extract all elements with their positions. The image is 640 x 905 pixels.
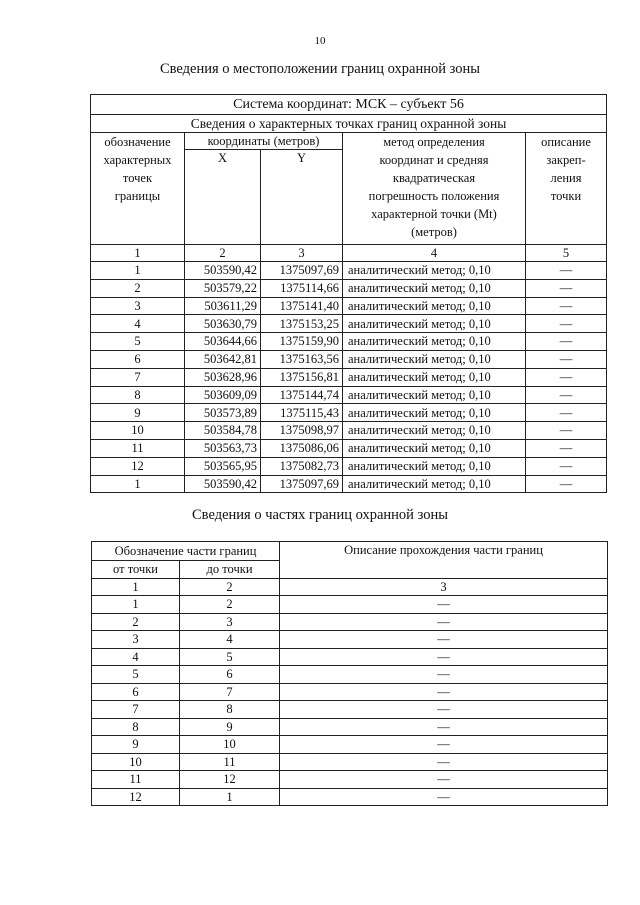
table-row [92,771,608,789]
boundary-parts-table [91,541,608,806]
from-point-cell: 8 [92,718,180,736]
column-number: 5 [526,245,607,262]
y-coordinate-cell: 1375097,69 [261,475,343,493]
description-cell: — [526,262,607,280]
x-coordinate-cell: 503563,73 [185,439,261,457]
x-coordinate-cell: 503590,42 [185,475,261,493]
y-coordinate-cell: 1375163,56 [261,350,343,368]
method-cell: аналитический метод; 0,10 [343,315,526,333]
fixation-description-header: описание закреп- ления точки [526,133,607,245]
description-cell: — [526,439,607,457]
to-point-cell: 7 [180,683,280,701]
table-row [92,718,608,736]
table-row [91,333,607,351]
x-coordinate-cell: 503573,89 [185,404,261,422]
point-number-cell: 10 [91,422,185,440]
table-row [92,753,608,771]
column-number: 2 [180,578,280,596]
table-row [92,613,608,631]
y-coordinate-cell: 1375082,73 [261,457,343,475]
table-row [92,788,608,806]
designation-header: обозначение характерных точек границы [91,133,185,245]
x-coordinate-cell: 503644,66 [185,333,261,351]
from-point-header: от точки [92,561,180,579]
to-point-cell: 5 [180,648,280,666]
point-number-cell: 11 [91,439,185,457]
x-coordinate-cell: 503609,09 [185,386,261,404]
description-cell: — [526,333,607,351]
passage-description-cell: — [280,788,608,806]
description-cell: — [526,386,607,404]
y-header: Y [261,150,343,245]
to-point-cell: 6 [180,666,280,684]
y-coordinate-cell: 1375156,81 [261,368,343,386]
boundary-parts-heading: Сведения о частях границ охранной зоны [192,507,448,523]
y-coordinate-cell: 1375153,25 [261,315,343,333]
from-point-cell: 1 [92,596,180,614]
passage-description-cell: — [280,613,608,631]
passage-description-cell: — [280,718,608,736]
x-coordinate-cell: 503642,81 [185,350,261,368]
point-number-cell: 7 [91,368,185,386]
point-number-cell: 4 [91,315,185,333]
table-row [92,736,608,754]
to-point-cell: 11 [180,753,280,771]
description-cell: — [526,315,607,333]
method-cell: аналитический метод; 0,10 [343,404,526,422]
to-point-cell: 2 [180,596,280,614]
table-row [92,701,608,719]
table-row [91,350,607,368]
method-header: метод определения координат и средняя квадратическая погрешность положения характерной точки (Mt) (метров) [343,133,526,245]
passage-description-cell: — [280,736,608,754]
description-cell: — [526,350,607,368]
point-number-cell: 1 [91,475,185,493]
table-row [92,683,608,701]
description-cell: — [526,297,607,315]
passage-description-cell: — [280,648,608,666]
from-point-cell: 5 [92,666,180,684]
table-row [92,666,608,684]
description-cell: — [526,404,607,422]
point-number-cell: 5 [91,333,185,351]
description-cell: — [526,368,607,386]
column-number: 2 [185,245,261,262]
x-coordinate-cell: 503630,79 [185,315,261,333]
x-coordinate-cell: 503579,22 [185,279,261,297]
from-point-cell: 7 [92,701,180,719]
table-row [91,315,607,333]
table-row [91,457,607,475]
method-cell: аналитический метод; 0,10 [343,386,526,404]
point-number-cell: 12 [91,457,185,475]
table-row [91,439,607,457]
coordinate-system-label: Система координат: МСК – субъект 56 [91,95,607,115]
boundary-points-table [90,94,607,493]
boundary-location-heading: Сведения о местоположении границ охранной зоны [159,61,480,77]
from-point-cell: 3 [92,631,180,649]
to-point-cell: 8 [180,701,280,719]
method-cell: аналитический метод; 0,10 [343,262,526,280]
y-coordinate-cell: 1375115,43 [261,404,343,422]
passage-description-cell: — [280,666,608,684]
table-row [91,297,607,315]
to-point-cell: 3 [180,613,280,631]
y-coordinate-cell: 1375114,66 [261,279,343,297]
method-cell: аналитический метод; 0,10 [343,368,526,386]
x-coordinate-cell: 503584,78 [185,422,261,440]
method-cell: аналитический метод; 0,10 [343,279,526,297]
column-number: 3 [261,245,343,262]
passage-description-cell: — [280,631,608,649]
passage-description-cell: — [280,771,608,789]
point-number-cell: 2 [91,279,185,297]
x-header: X [185,150,261,245]
method-cell: аналитический метод; 0,10 [343,439,526,457]
to-point-cell: 12 [180,771,280,789]
method-cell: аналитический метод; 0,10 [343,297,526,315]
y-coordinate-cell: 1375097,69 [261,262,343,280]
x-coordinate-cell: 503611,29 [185,297,261,315]
description-cell: — [526,422,607,440]
y-coordinate-cell: 1375086,06 [261,439,343,457]
x-coordinate-cell: 503628,96 [185,368,261,386]
to-point-cell: 9 [180,718,280,736]
passage-description-cell: — [280,701,608,719]
column-number: 1 [91,245,185,262]
passage-description-header: Описание прохождения части границ [280,542,608,579]
point-number-cell: 6 [91,350,185,368]
table-row [92,631,608,649]
passage-description-cell: — [280,683,608,701]
y-coordinate-cell: 1375144,74 [261,386,343,404]
method-cell: аналитический метод; 0,10 [343,333,526,351]
table-row [91,262,607,280]
description-cell: — [526,457,607,475]
method-cell: аналитический метод; 0,10 [343,457,526,475]
table-row [91,386,607,404]
to-point-cell: 4 [180,631,280,649]
passage-description-cell: — [280,596,608,614]
method-cell: аналитический метод; 0,10 [343,422,526,440]
page-number: 10 [314,35,326,47]
table-row [92,596,608,614]
from-point-cell: 9 [92,736,180,754]
part-designation-header: Обозначение части границ [92,542,280,561]
y-coordinate-cell: 1375141,40 [261,297,343,315]
table-row [91,475,607,493]
coordinates-header: координаты (метров) [185,133,343,150]
method-cell: аналитический метод; 0,10 [343,475,526,493]
point-number-cell: 3 [91,297,185,315]
to-point-header: до точки [180,561,280,579]
method-cell: аналитический метод; 0,10 [343,350,526,368]
column-number: 4 [343,245,526,262]
table-row [91,279,607,297]
x-coordinate-cell: 503590,42 [185,262,261,280]
points-subtitle: Сведения о характерных точках границ охранной зоны [91,115,607,133]
point-number-cell: 1 [91,262,185,280]
description-cell: — [526,279,607,297]
passage-description-cell: — [280,753,608,771]
table-row [91,368,607,386]
point-number-cell: 9 [91,404,185,422]
description-cell: — [526,475,607,493]
x-coordinate-cell: 503565,95 [185,457,261,475]
from-point-cell: 10 [92,753,180,771]
to-point-cell: 10 [180,736,280,754]
from-point-cell: 12 [92,788,180,806]
to-point-cell: 1 [180,788,280,806]
table-row [92,648,608,666]
y-coordinate-cell: 1375159,90 [261,333,343,351]
table-row [91,404,607,422]
table-row [91,422,607,440]
column-number: 1 [92,578,180,596]
from-point-cell: 6 [92,683,180,701]
y-coordinate-cell: 1375098,97 [261,422,343,440]
from-point-cell: 2 [92,613,180,631]
from-point-cell: 4 [92,648,180,666]
column-number: 3 [280,578,608,596]
point-number-cell: 8 [91,386,185,404]
from-point-cell: 11 [92,771,180,789]
